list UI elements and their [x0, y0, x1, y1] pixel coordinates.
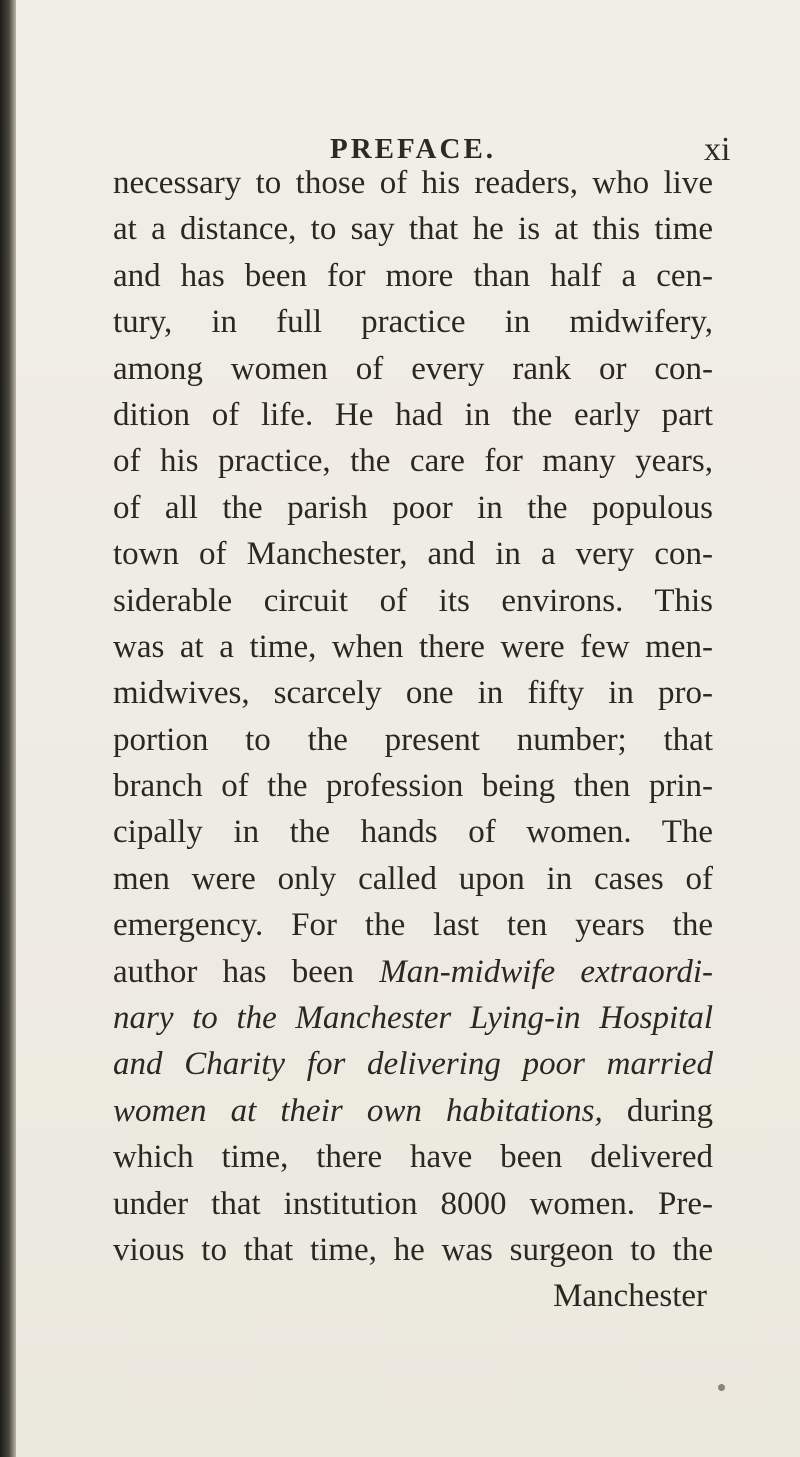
catchword: Manchester [553, 1278, 707, 1315]
text-line: necessary to those of his readers, who live [113, 165, 713, 201]
text-line: of all the parish poor in the populous [113, 489, 713, 526]
italic-title: women at their own habitations, [113, 1092, 603, 1129]
text-line: vious to that time, he was surgeon to the [113, 1231, 713, 1268]
text-line: portion to the present number; that [113, 721, 713, 758]
text-line: under that institution 8000 women. Pre- [113, 1185, 713, 1222]
text-line: of his practice, the care for many years, [113, 443, 713, 480]
italic-title: and Charity for delivering poor married [113, 1046, 713, 1083]
text-line: and has been for more than half a cen- [113, 257, 713, 294]
text-line: at a distance, to say that he is at this time [113, 211, 713, 248]
text-line: which time, there have been delivered [113, 1139, 713, 1176]
text-line: among women of every rank or con- [113, 350, 713, 387]
text-line: tury, in full practice in midwifery, [113, 304, 713, 341]
text-line [113, 995, 713, 1041]
book-spine-shadow [0, 0, 16, 1457]
italic-title: Man-midwife extraordi- [379, 953, 713, 990]
text-line [113, 1041, 713, 1087]
italic-title: nary to the Manchester Lying-in Hospital [113, 1000, 713, 1037]
text-line: branch of the profession being then prin- [113, 768, 713, 805]
page-number: xi [704, 131, 731, 168]
text-line: midwives, scarcely one in fifty in pro- [113, 675, 713, 712]
text-line: cipally in the hands of women. The [113, 814, 713, 851]
text-line: emergency. For the last ten years the [113, 907, 713, 944]
text-line: men were only called upon in cases of [113, 860, 713, 897]
text-line: town of Manchester, and in a very con- [113, 536, 713, 573]
text-segment: during [626, 1092, 714, 1129]
body-text [113, 160, 713, 1320]
text-segment: author has been [113, 953, 355, 990]
text-line: was at a time, when there were few men- [113, 628, 713, 665]
ink-spot [718, 1384, 725, 1391]
text-line [113, 1088, 713, 1134]
running-head: PREFACE. [330, 133, 497, 165]
text-line [113, 949, 713, 995]
text-line: siderable circuit of its environs. This [113, 582, 713, 619]
text-line: dition of life. He had in the early part [113, 396, 713, 433]
